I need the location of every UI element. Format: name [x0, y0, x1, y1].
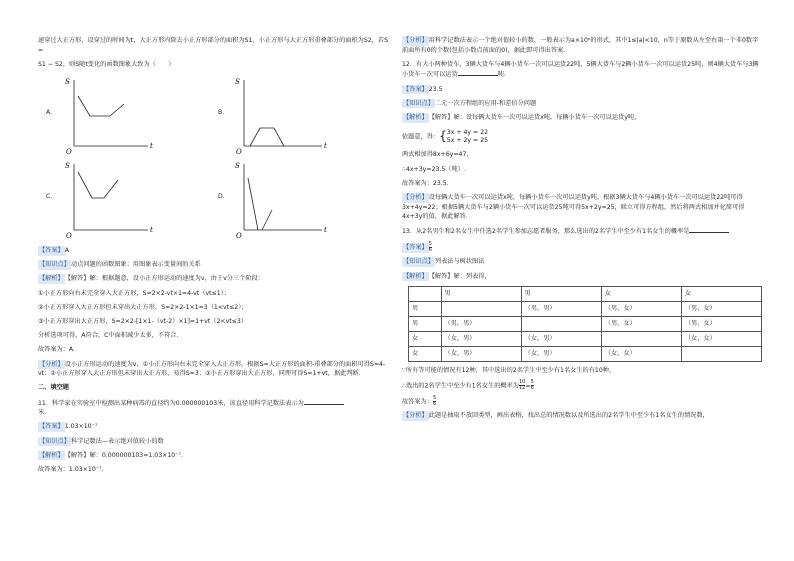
question-11	[38, 398, 393, 418]
q12-final-line: 故答案为：23.5.	[402, 179, 449, 187]
q12-answer-line	[402, 85, 762, 95]
table-header-cell: 女	[601, 286, 681, 301]
q11-kp-line	[38, 437, 393, 447]
graph-d-xlabel: t	[324, 226, 327, 235]
q12-kp-value: 二元一次方程组的应用-和差倍分问题	[434, 99, 537, 107]
q11-analysis-line	[38, 451, 393, 461]
r-fenxi-tag: 【分析】	[403, 37, 428, 44]
table-cell: 女	[409, 331, 442, 346]
table-cell: （女，女）	[601, 346, 681, 361]
graph-b-ylabel: S	[235, 78, 240, 87]
graph-d-ylabel: S	[235, 162, 240, 171]
graph-d-origin: O	[236, 232, 242, 239]
table-cell	[441, 301, 521, 316]
q13-fenxi-value: 此题是抽取不放回类型，画出表格，找出总的情况数以及所选出的2名学生中至少有1名女生的情况数，	[428, 412, 709, 420]
graph-a-ylabel: S	[65, 78, 70, 87]
q11-analysis-value: 【解答】解：0.000000103=1.03×10⁻⁷.	[64, 451, 183, 459]
graph-a-label: A.	[46, 109, 53, 117]
q11-kp-value: 科学记数法—表示绝对值较小的数	[70, 437, 164, 445]
table-cell: （男，男）	[441, 316, 521, 331]
q13-final-prefix: 故答案为：	[402, 398, 433, 406]
section-title: 二、填空题	[38, 384, 69, 392]
graph-option-d	[210, 158, 380, 238]
q12-system-prefix: 依题意，得：	[402, 133, 440, 141]
graph-d-svg	[210, 158, 380, 238]
q13-analysis-line	[402, 272, 762, 282]
knowledge-point-value: 动点问题的函数图象；用图象表示变量间的关系	[70, 261, 201, 269]
q13-final-den: 6	[432, 400, 437, 407]
step-2: ②小正方形穿入大正方形但未穿出大正方形，S=2×2-1×1=3（1<vt≤2）；	[38, 303, 248, 311]
question-intro-line-2: S1 − S2，则S随t变化的函数图象大致为（ ）	[38, 60, 175, 68]
q12-kp-tag: 【知识点】	[403, 99, 434, 107]
answer-tag: 【答案】	[39, 247, 64, 255]
knowledge-point-line	[38, 260, 393, 270]
graph-b-label: B.	[218, 109, 225, 117]
q13-fraction-2-den: 6	[530, 384, 534, 391]
table-cell: （男，女）	[601, 316, 681, 331]
step-3: ③小正方形穿出大正方形，S=2×2-[1×1-（vt-2）×1]=1+vt（2<vt≤3）	[38, 318, 247, 326]
q12-fenxi-tag: 【分析】	[403, 194, 428, 202]
q11-answer-line	[38, 422, 393, 432]
left-column	[38, 36, 393, 479]
question-12-text: 12．有大小两种货车，3辆大货车与4辆小货车一次可以运货22吨，5辆大货车与2辆小货车一次可以运货25吨，则4辆大货车与3辆小货车一次可以运货	[402, 60, 759, 79]
graph-a-svg	[38, 74, 208, 154]
question-intro-line-1: 速穿过大正方形，设穿过的时间为t，大正方形内除去小正方形部分的面积为S1，小正方形与大正方形重叠部分的面积为S2，若S =	[38, 37, 389, 54]
q13-final-fraction	[433, 396, 436, 407]
table-cell	[601, 331, 681, 346]
table-cell: （女，女）	[681, 331, 761, 346]
answer-value: A	[64, 247, 69, 255]
table-row	[409, 331, 762, 346]
table-cell: （男，女）	[601, 301, 681, 316]
table-cell	[521, 316, 601, 331]
graph-d-label: D.	[218, 193, 225, 201]
table-header-cell: 男	[441, 286, 521, 301]
graph-c-origin: O	[66, 232, 72, 239]
q13-fraction-2-num: 5	[530, 378, 534, 385]
right-column	[402, 36, 762, 426]
graph-a-xlabel: t	[150, 142, 153, 151]
q12-analysis-line	[402, 113, 762, 123]
fenxi-value: 设小正方形运动的速度为v，①小正方形向右未完全穿入大正方形，根据S=大正方形的面积-重叠部分的面积可得S=4-vt；②小正方形穿入大正方形但未穿出大正方形，易得S=3；③小正方形穿出大正方形，同理可得S=1+vt，据此判断.	[38, 360, 386, 378]
q11-kp-tag: 【知识点】	[39, 437, 70, 445]
answer-line	[38, 246, 393, 256]
question-12-blank	[458, 69, 498, 76]
fenxi-paragraph	[38, 360, 393, 379]
q13-kp-tag: 【知识点】	[403, 258, 434, 266]
q13-analysis-value: 【解答】解：列表得，	[428, 272, 491, 280]
q12-analysis-value: 【解答】解：设每辆大货车一次可以运货x吨，每辆小货车一次可以运货y吨，	[428, 114, 641, 122]
q11-answer-value: 1.03×10⁻⁷	[64, 423, 98, 431]
q12-answer-value: 23.5	[428, 85, 443, 93]
analysis-tag: 【解析】	[39, 275, 64, 283]
question-12	[402, 60, 762, 80]
graph-c-svg	[38, 158, 208, 238]
question-13-blank	[689, 226, 729, 233]
graph-option-b	[210, 74, 380, 154]
graph-c-ylabel: S	[65, 162, 70, 171]
table-cell: 男	[409, 316, 442, 331]
question-13	[402, 226, 762, 237]
question-12-unit: 吨.	[497, 71, 506, 79]
table-cell: 男	[409, 301, 442, 316]
q11-final-line: 故答案为：1.03×10⁻⁷.	[38, 466, 104, 474]
table-cell: （女，男）	[521, 346, 601, 361]
q13-line-2-prefix: ∴选出的2名学生中至少有1名女生的概率为	[402, 382, 519, 390]
q12-answer-tag: 【答案】	[403, 85, 428, 93]
q13-answer-fraction	[429, 242, 432, 253]
q12-analysis-tag: 【解析】	[403, 114, 428, 122]
q13-fraction-2	[531, 380, 534, 391]
question-11-text: 11．科学家在实验室中检测出某种病毒的直径约为0.000000103米，该直径用科学记数法表示为	[38, 399, 304, 407]
graph-b-xlabel: t	[324, 142, 327, 151]
q13-final-num: 5	[432, 394, 437, 401]
table-cell: （女，男）	[441, 331, 521, 346]
graph-c-xlabel: t	[150, 226, 153, 235]
q13-answer-tag: 【答案】	[403, 244, 428, 252]
q13-fenxi-paragraph	[402, 411, 762, 421]
q12-line-2: ∴4x+3y=23.5（吨）.	[402, 165, 466, 173]
q13-kp-line	[402, 257, 762, 267]
r-fenxi-value: 用科学记数法表示一个绝对值较小的数，一般表示为a×10ⁿ的形式，其中1≤|a|<10，n等于原数从左至右第一个非0数字前面所有0的个数(包括小数点前面的0)，据此即可得出答案.	[402, 37, 759, 54]
table-header-cell: 女	[681, 286, 761, 301]
option-graphs	[38, 74, 393, 240]
step-1: ①小正方形向右未完全穿入大正方形，S=2×2-vt×1=4-vt（vt≤1）；	[38, 289, 230, 297]
q13-answer-denominator: 6	[428, 246, 432, 253]
table-cell: 女	[409, 346, 442, 361]
table-header-row	[409, 286, 762, 301]
brace-icon: {	[439, 129, 447, 144]
graph-b-svg	[210, 74, 380, 154]
q12-line-1: 两式相加得8x+6y=47，	[402, 151, 473, 159]
table-row	[409, 346, 762, 361]
question-13-text: 13．从2名男生和2名女生中任选2名学生参加志愿者服务，那么选出的2名学生中至少有1名女生的概率是	[402, 228, 690, 236]
q12-system	[402, 127, 762, 146]
q12-system-eq2: 5x + 2y = 25	[446, 136, 489, 144]
q12-fenxi-value: 设每辆大货车一次可以运货x吨，每辆小货车一次可以运货y吨，根据3辆大货车与4辆小货车一次可以运货22吨可得3x+4y=22；根据5辆大货车与2辆小货车一次可以运货25吨可得5x+2y=25，联立可得方程组，然后将两式相加并化简可得4x+3y的值，据此解答.	[402, 194, 745, 221]
q13-fraction-1	[519, 380, 525, 391]
q12-kp-line	[402, 99, 762, 109]
question-11-unit: 米.	[38, 409, 47, 417]
table-cell: （男，女）	[681, 316, 761, 331]
table-row	[409, 301, 762, 316]
outcome-table	[408, 286, 762, 362]
q12-system-equations	[447, 129, 488, 144]
table-cell: （女，男）	[441, 346, 521, 361]
table-cell: （男，女）	[681, 301, 761, 316]
q13-answer-line	[402, 242, 762, 253]
q13-fraction-1-den: 12	[519, 384, 526, 391]
q13-final-line	[402, 396, 762, 407]
graph-a-origin: O	[66, 148, 72, 155]
table-cell	[681, 346, 761, 361]
fenxi-tag: 【分析】	[39, 360, 64, 368]
table-cell: （男，男）	[521, 301, 601, 316]
table-header-cell	[409, 286, 442, 301]
q13-fenxi-tag: 【分析】	[403, 412, 428, 420]
conclusion-line: 分析选项可得，A符合，C中面积减少太多，不符合.	[38, 332, 179, 340]
q13-analysis-tag: 【解析】	[403, 272, 428, 280]
q11-answer-tag: 【答案】	[39, 423, 64, 431]
analysis-value: 【解答】解：根据题意，设小正方形运动的速度为v，由于v分三个阶段：	[64, 275, 264, 283]
q13-answer-numerator: 5	[428, 240, 432, 247]
table-header-cell: 男	[521, 286, 601, 301]
analysis-line	[38, 274, 393, 284]
graph-option-a	[38, 74, 208, 154]
graph-c-label: C.	[46, 193, 53, 201]
q12-fenxi-paragraph	[402, 193, 762, 222]
table-cell: （女，男）	[521, 331, 601, 346]
q13-line-1: ∵所有等可能的情况有12种，其中选出的2名学生中至少有1名女生的有10种，	[402, 366, 616, 374]
graph-b-origin: O	[236, 148, 242, 155]
question-11-blank	[304, 398, 344, 405]
q13-fraction-1-num: 10	[519, 378, 526, 385]
table-row	[409, 316, 762, 331]
knowledge-point-tag: 【知识点】	[39, 261, 70, 269]
q13-line-2: ∴选出的2名学生中至少有1名女生的概率为 $\frac{10}{12}$ = $\frac{5}{6}$	[402, 378, 534, 391]
final-answer-line: 故答案为：A.	[38, 346, 76, 354]
graph-option-c	[38, 158, 208, 238]
q11-analysis-tag: 【解析】	[39, 451, 64, 459]
q12-system-eq1: 3x + 4y = 22	[446, 129, 489, 137]
r-fenxi-paragraph	[402, 36, 762, 55]
q13-kp-value: 列表法与树状图法	[434, 258, 485, 266]
